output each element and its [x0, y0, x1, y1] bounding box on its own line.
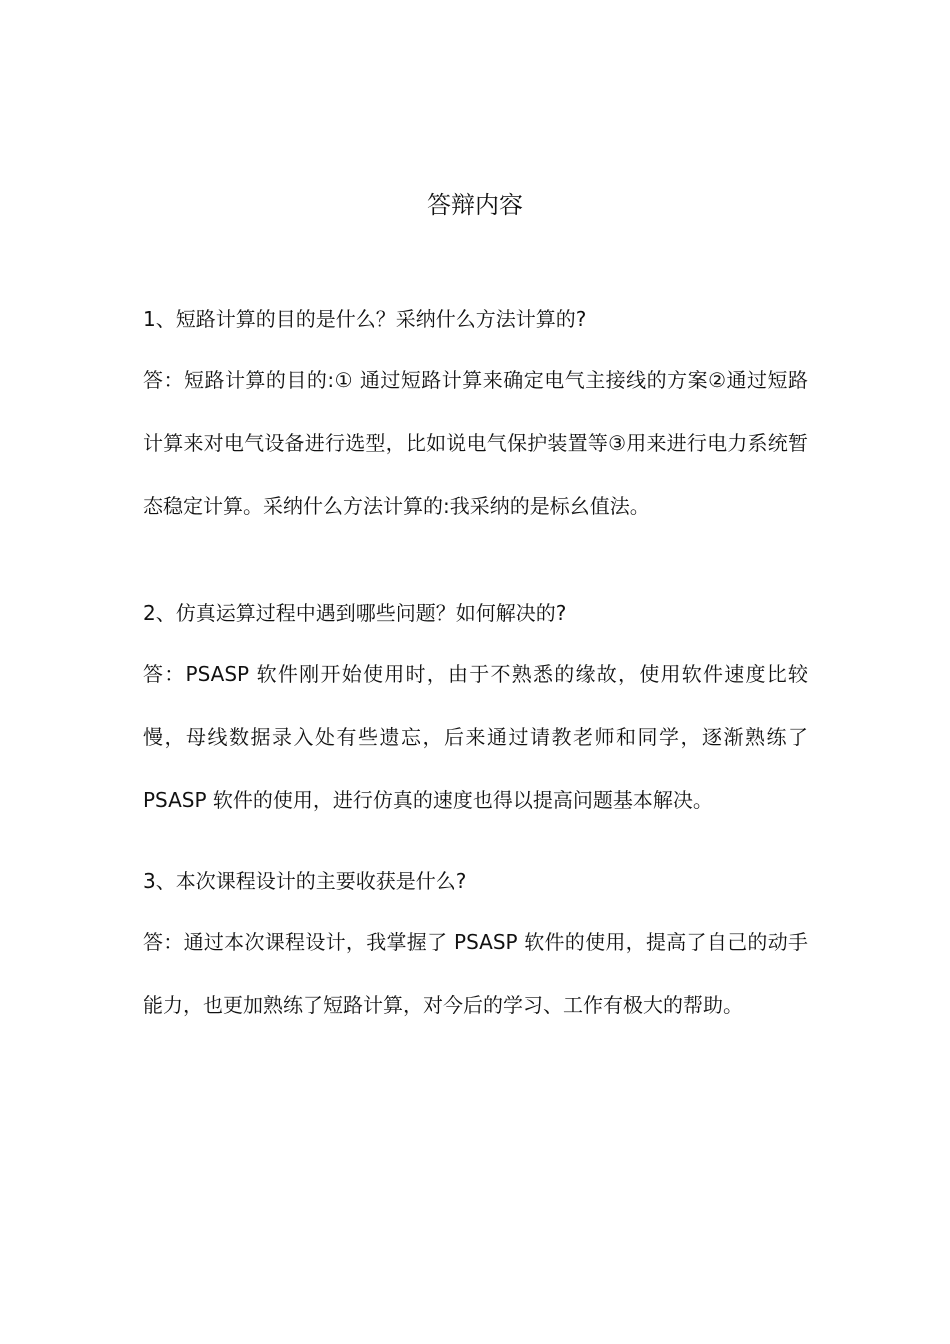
question-text: 1、短路计算的目的是什么？采纳什么方法计算的?	[143, 307, 587, 331]
answer-text: 答：短路计算的目的:① 通过短路计算来确定电气主接线的方案②通过短路计算来对电气设备进行选型，比如说电气保护装置等③用来进行电力系统暂态稳定计算。采纳什么方法计算的:我采纳的是标幺值法。	[143, 368, 808, 518]
question-text: 2、仿真运算过程中遇到哪些问题？如何解决的?	[143, 601, 567, 625]
question-text: 3、本次课程设计的主要收获是什么?	[143, 869, 467, 893]
document-title: 答辩内容	[427, 191, 523, 219]
qa-item	[143, 866, 808, 1037]
answer-text: 答：通过本次课程设计，我掌握了 PSASP 软件的使用，提高了自己的动手能力，也更加熟练了短路计算，对今后的学习、工作有极大的帮助。	[143, 930, 808, 1017]
qa-item	[143, 304, 808, 538]
answer-text: 答：PSASP 软件刚开始使用时，由于不熟悉的缘故，使用软件速度比较慢，母线数据录入处有些遗忘，后来通过请教老师和同学，逐渐熟练了PSASP 软件的使用，进行仿真的速度也得以提高问题基本解决。	[143, 662, 808, 812]
qa-item	[143, 598, 808, 832]
